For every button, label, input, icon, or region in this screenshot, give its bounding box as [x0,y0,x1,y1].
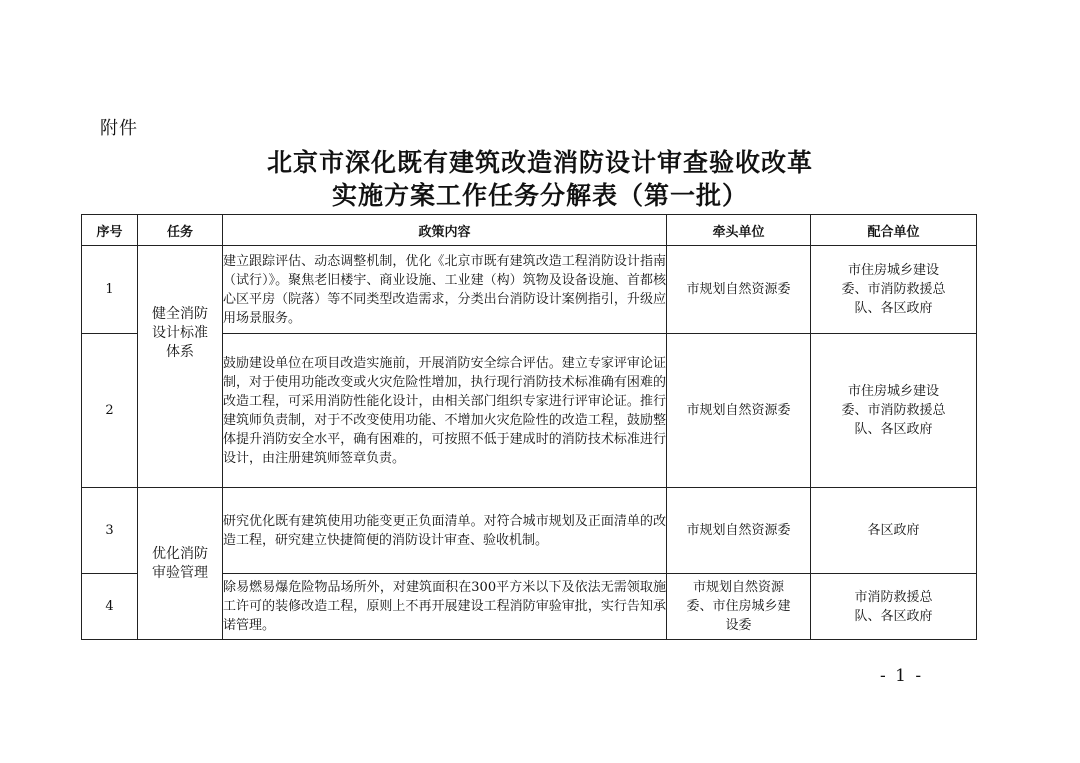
row-number: 1 [82,246,138,334]
header-lead: 牵头单位 [667,215,811,246]
table-row [82,246,977,334]
page-number: - 1 - [880,666,924,686]
header-coop: 配合单位 [811,215,977,246]
row-number: 2 [82,334,138,488]
task-label: 健全消防设计标准体系 [152,305,208,360]
task-breakdown-table [81,214,977,640]
policy-content: 研究优化既有建筑使用功能变更正负面清单。对符合城市规划及正面清单的改造工程，研究建立快捷简便的消防设计审查、验收机制。 [223,488,667,574]
row-number: 4 [82,574,138,640]
coop-unit [811,334,977,488]
coop-unit [811,574,977,640]
task-cell [138,246,223,488]
coop-unit-text: 市住房城乡建设委、市消防救援总队、各区政府 [841,263,946,316]
lead-unit [667,574,811,640]
coop-unit: 各区政府 [811,488,977,574]
lead-unit: 市规划自然资源委 [667,334,811,488]
lead-unit: 市规划自然资源委 [667,488,811,574]
document-title-line-2: 实施方案工作任务分解表（第一批） [331,181,748,210]
header-task: 任务 [138,215,223,246]
lead-unit-text: 市规划自然资源委、市住房城乡建设委 [686,580,791,633]
policy-content: 建立跟踪评估、动态调整机制，优化《北京市既有建筑改造工程消防设计指南（试行）》。聚焦老旧楼宇、商业设施、工业建（构）筑物及设备设施、首都核心区平房（院落）等不同类型改造需求，分类出台消防设计案例指引，升级应用场景服务。 [223,246,667,334]
row-number: 3 [82,488,138,574]
document-title-line-1: 北京市深化既有建筑改造消防设计审查验收改革 [266,148,813,177]
coop-unit-text: 市消防救援总队、各区政府 [854,589,933,624]
attachment-label: 附件 [100,118,138,139]
table-row [82,488,977,574]
task-cell [138,488,223,640]
task-label: 优化消防审验管理 [152,545,208,581]
coop-unit [811,246,977,334]
coop-unit-text: 市住房城乡建设委、市消防救援总队、各区政府 [841,384,946,437]
policy-content: 鼓励建设单位在项目改造实施前，开展消防安全综合评估。建立专家评审论证制，对于使用功能改变或火灾危险性增加，执行现行消防技术标准确有困难的改造工程，可采用消防性能化设计，由相关部门组织专家进行评审论证。推行建筑师负责制，对于不改变使用功能、不增加火灾危险性的改造工程，鼓励整体提升消防安全水平，确有困难的，可按照不低于建成时的消防技术标准进行设计，由注册建筑师签章负责。 [223,334,667,488]
lead-unit: 市规划自然资源委 [667,246,811,334]
header-num: 序号 [82,215,138,246]
header-content: 政策内容 [223,215,667,246]
table-header-row [82,215,977,246]
policy-content: 除易燃易爆危险物品场所外，对建筑面积在300平方米以下及依法无需领取施工许可的装修改造工程，原则上不再开展建设工程消防审验审批，实行告知承诺管理。 [223,574,667,640]
